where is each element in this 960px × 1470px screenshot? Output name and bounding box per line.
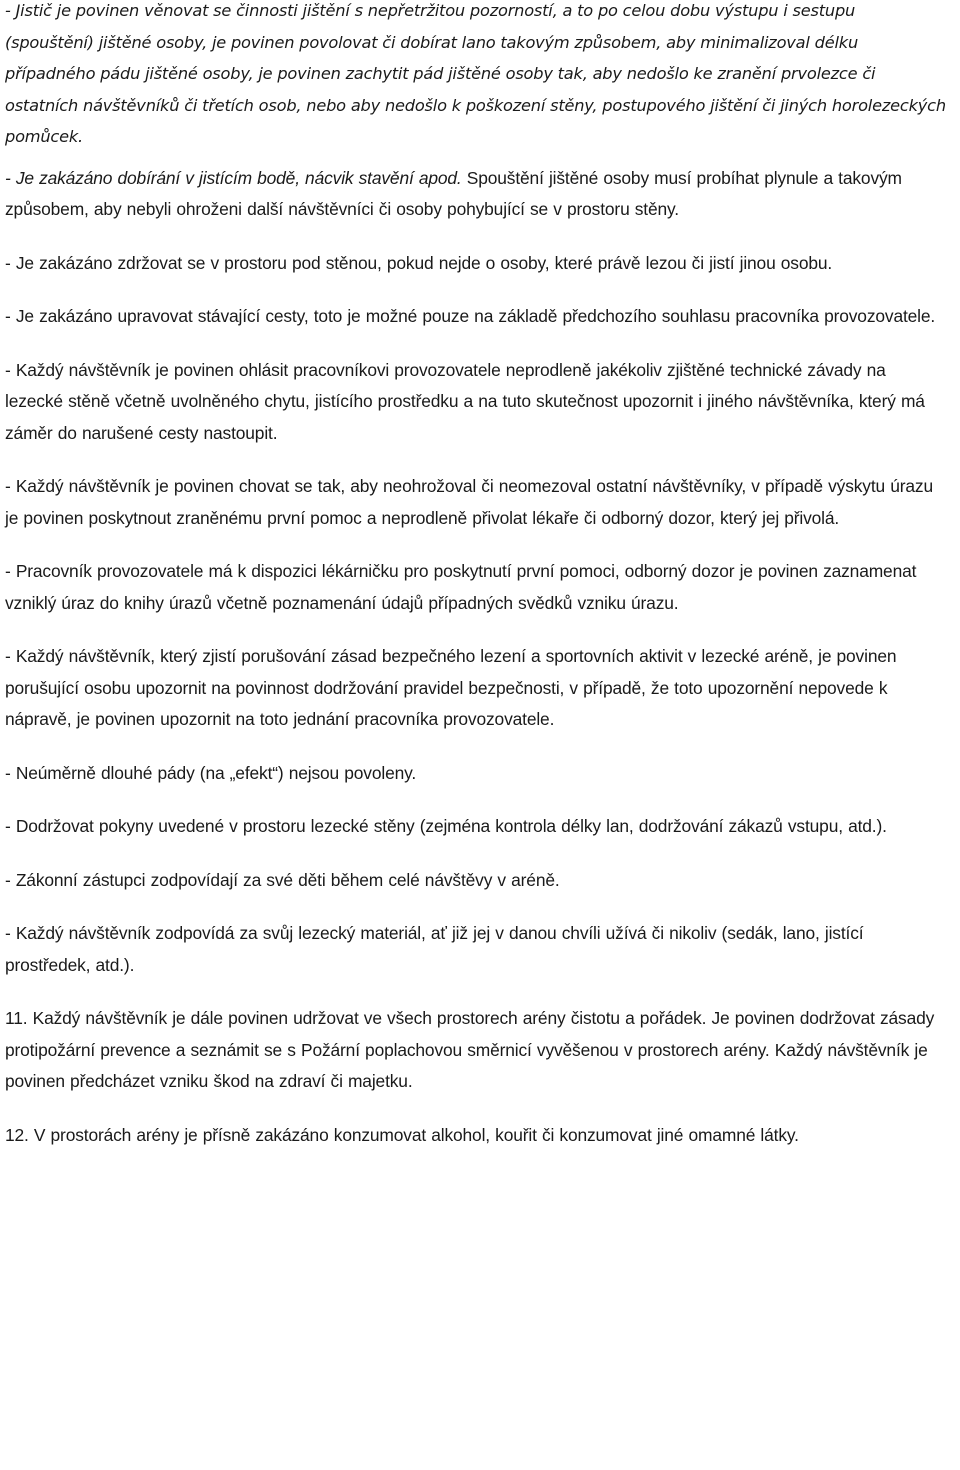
paragraph-text: - Jistič je povinen věnovat se činnosti jištění s nepřetržitou pozorností, a to po celou dobu výstupu i sestupu (spouštění) jištěné osoby, je povinen povolovat či dobírat lano takovým způsobem, aby minimalizoval délku případného pádu jištěné osoby, je povinen zachytit pád jištěné osoby tak, aby nedošlo ke zranění prvolezce či ostatních návštěvníků či třetích osob, nebo aby nedošlo k poškození stěny, postupového jištění či jiných horolezeckých pomůcek. [5, 1, 946, 146]
paragraph-anchor-ban [5, 163, 948, 226]
paragraph-text: - Je zakázáno upravovat stávající cesty, toto je možné pouze na základě předchozího souhlasu pracovníka provozovatele. [5, 306, 936, 326]
paragraph-text: 11. Každý návštěvník je dále povinen udržovat ve všech prostorech arény čistotu a pořádek. Je povinen dodržovat zásady protipožární prevence a seznámit se s Požární poplachovou směrnicí vyvěšenou v prostorech arény. Každý návštěvník je povinen předcházet vzniku škod na zdraví či majetku. [5, 1008, 935, 1091]
paragraph-follow-instructions [5, 811, 948, 843]
paragraph-first-aid-kit [5, 556, 948, 619]
paragraph-guardians [5, 865, 948, 897]
paragraph-own-equipment [5, 918, 948, 981]
paragraph-behaviour-first-aid [5, 471, 948, 534]
paragraph-belayer-duties [5, 0, 948, 153]
paragraph-safety-violations [5, 641, 948, 736]
paragraph-text: - Zákonní zástupci zodpovídají za své děti během celé návštěvy v aréně. [5, 869, 560, 890]
paragraph-rule-11 [5, 1003, 948, 1098]
paragraph-italic-lead: - Je zakázáno dobírání v jistícím bodě, nácvik stavění apod. [5, 167, 462, 188]
paragraph-rule-12 [5, 1120, 948, 1152]
paragraph-text: - Každý návštěvník, který zjistí porušování zásad bezpečného lezení a sportovních aktivit v lezecké aréně, je povinen porušující osobu upozornit na povinnost dodržování pravidel bezpečnosti, v případě, že toto upozornění nepovede k nápravě, je povinen upozornit na toto jednání pracovníka provozovatele. [5, 646, 897, 729]
paragraph-text: - Každý návštěvník zodpovídá za svůj lezecký materiál, ať již jej v danou chvíli užívá či nikoliv (sedák, lano, jistící prostředek, atd.). [5, 923, 864, 975]
paragraph-route-modification-ban [5, 301, 948, 333]
paragraph-text: 12. V prostorách arény je přísně zakázáno konzumovat alkohol, kouřit či konzumovat jiné omamné látky. [5, 1124, 799, 1145]
paragraph-text: Spouštění jištěné osoby musí probíhat plynule a takovým způsobem, aby nebyli ohroženi další návštěvníci či osoby pohybující se v prostoru stěny. [5, 167, 902, 219]
paragraph-text: - Dodržovat pokyny uvedené v prostoru lezecké stěny (zejména kontrola délky lan, dodržování zákazů vstupu, atd.). [5, 816, 887, 836]
paragraph-text: - Každý návštěvník je povinen chovat se tak, aby neohrožoval či neomezoval ostatní návštěvníky, v případě výskytu úrazu je povinen poskytnout zraněnému první pomoc a neprodleně přivolat lékaře či odborný dozor, který jej přivolá. [5, 476, 933, 528]
paragraph-report-defects [5, 355, 948, 450]
paragraph-text: - Neúměrně dlouhé pády (na „efekt“) nejsou povoleny. [5, 762, 417, 783]
paragraph-long-falls [5, 758, 948, 790]
paragraph-text: - Pracovník provozovatele má k dispozici lékárničku pro poskytnutí první pomoci, odborný dozor je povinen zaznamenat vzniklý úraz do knihy úrazů včetně poznamenání údajů případných svědků vzniku úrazu. [5, 561, 917, 613]
paragraph-text: - Je zakázáno zdržovat se v prostoru pod stěnou, pokud nejde o osoby, které právě lezou či jistí jinou osobu. [5, 252, 833, 273]
paragraph-under-wall-ban [5, 248, 948, 280]
paragraph-text: - Každý návštěvník je povinen ohlásit pracovníkovi provozovatele neprodleně jakékoliv zjištěné technické závady na lezecké stěně včetně uvolněného chytu, jistícího prostředku a na tuto skutečnost upozornit i jiného návštěvníka, který má záměr do narušené cesty nastoupit. [5, 359, 925, 443]
